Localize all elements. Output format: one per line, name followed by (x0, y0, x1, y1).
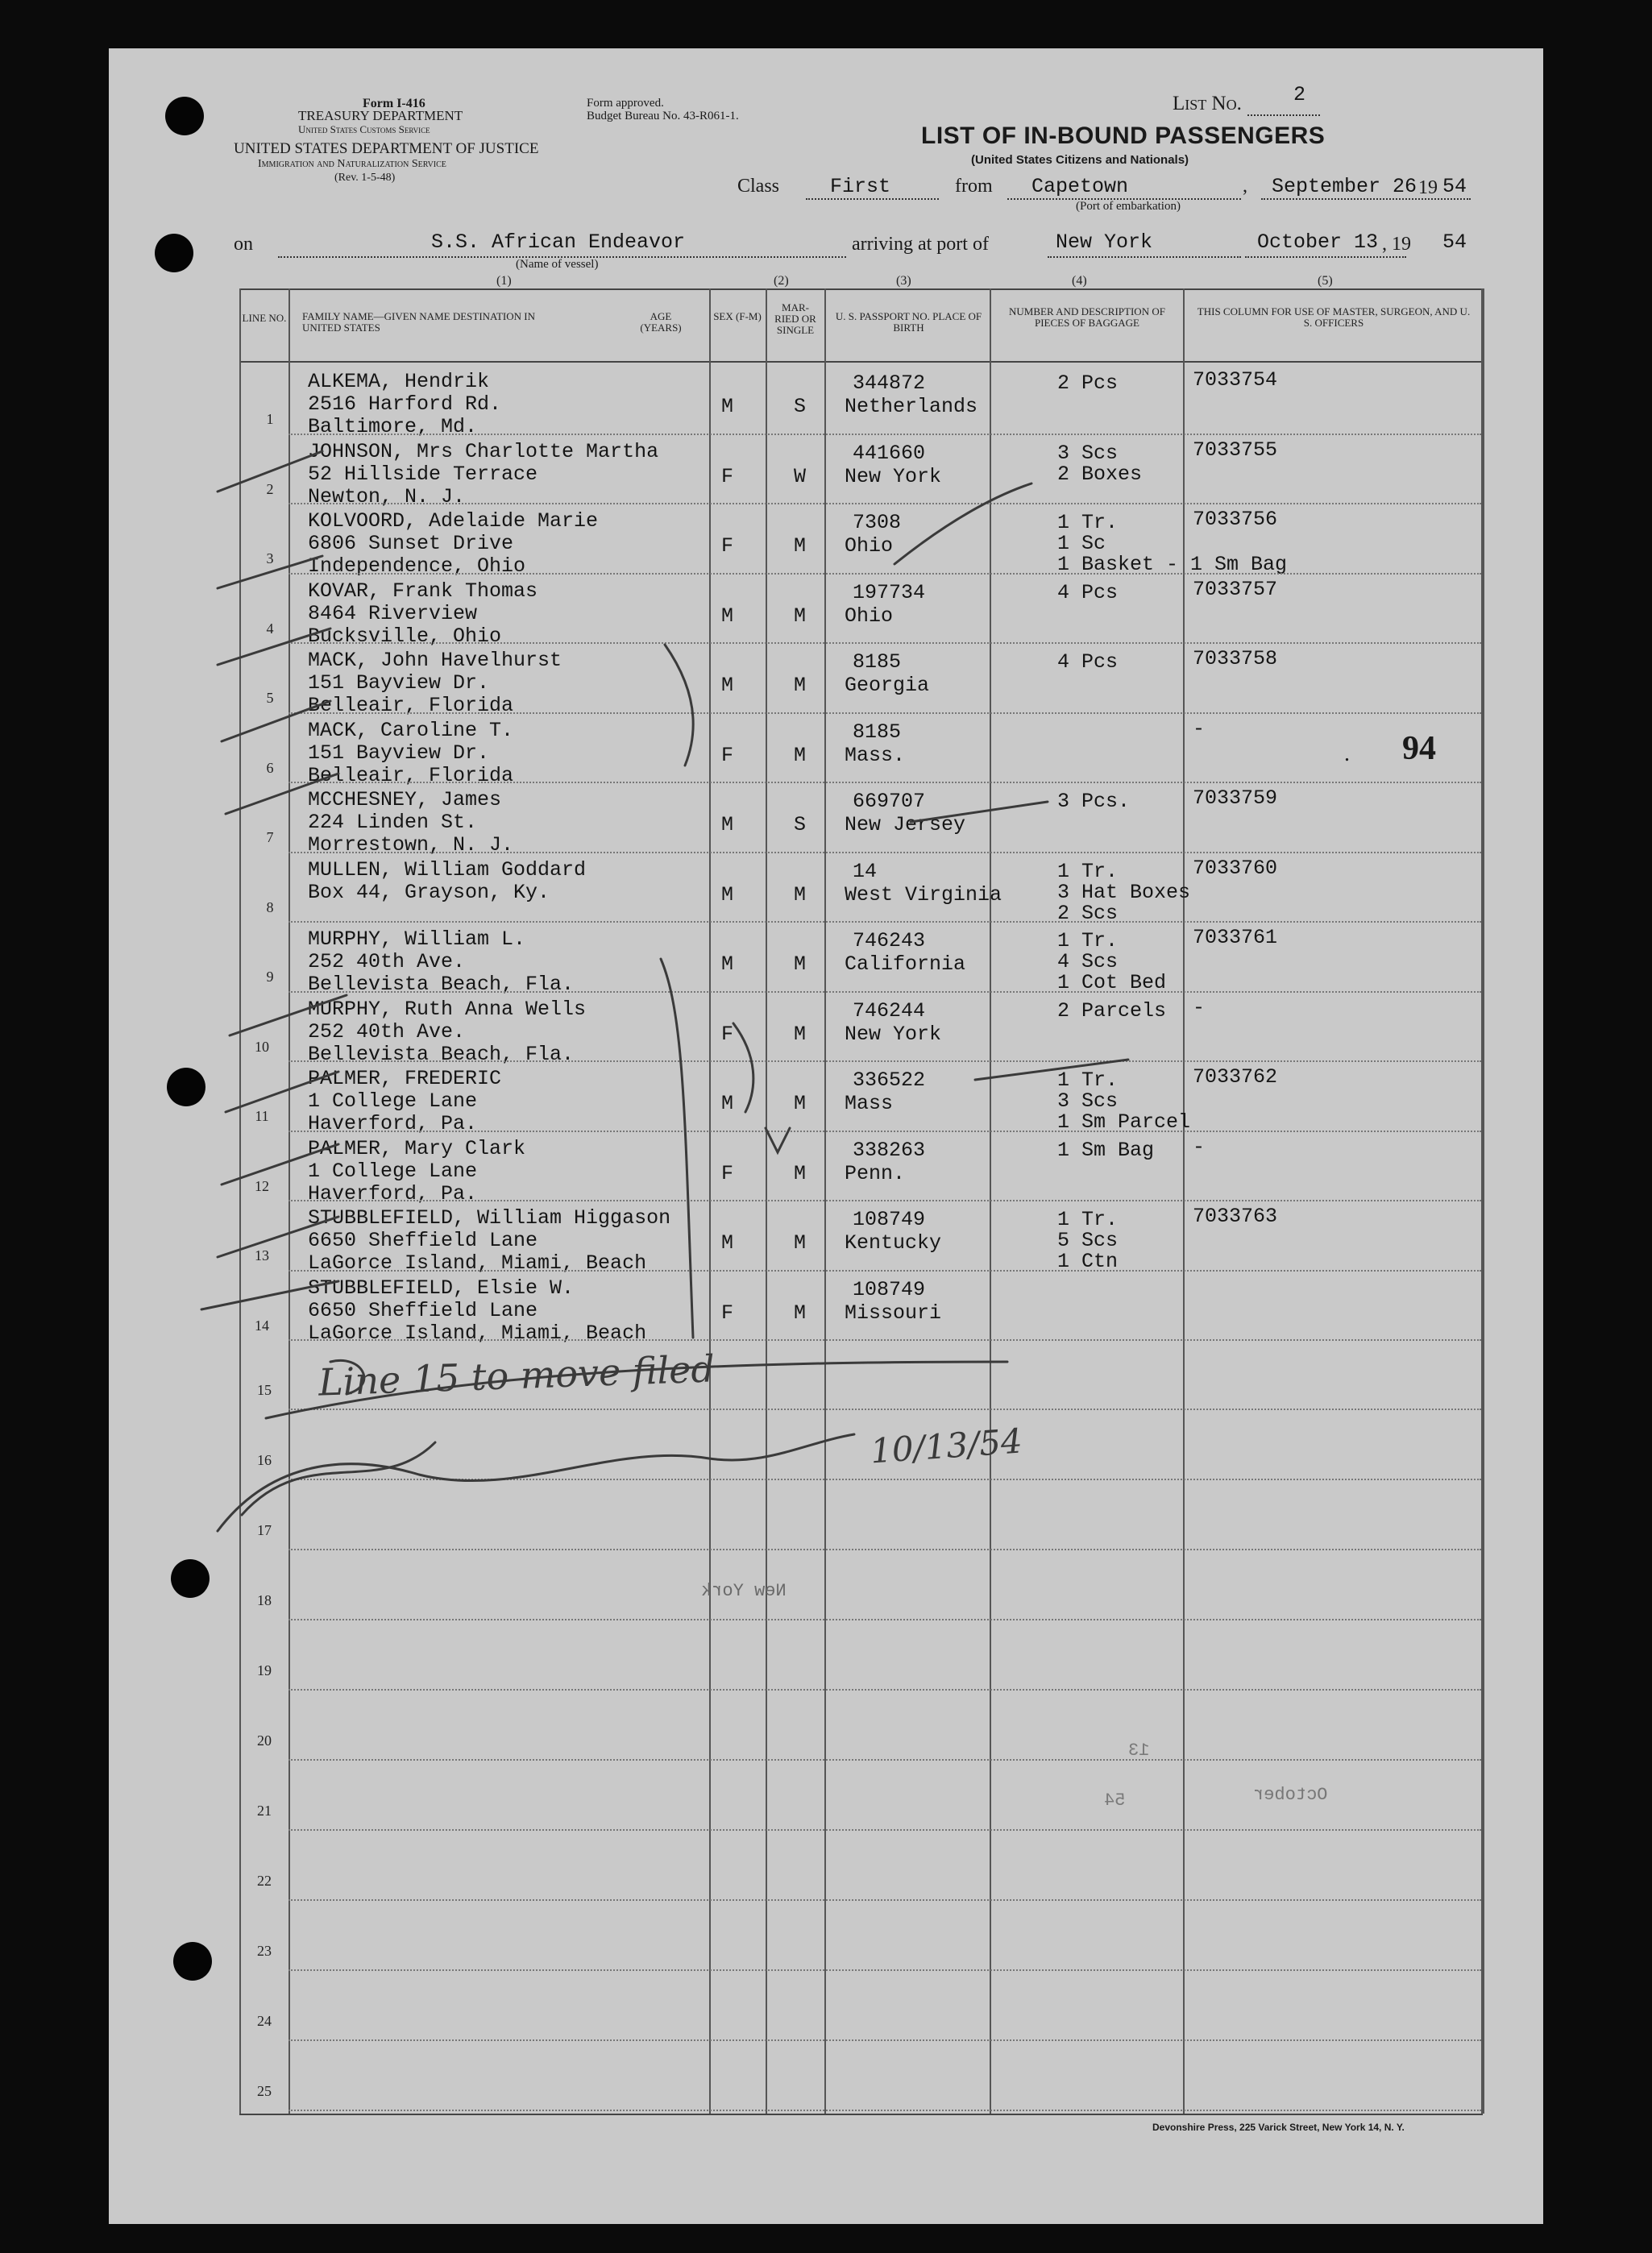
officer-number: - (1193, 1135, 1206, 1159)
line-number: 14 (255, 1317, 269, 1334)
officer-number: 7033759 (1193, 786, 1278, 810)
officer-number: 7033763 (1193, 1205, 1278, 1228)
passenger-name: KOVAR, Frank Thomas (308, 579, 538, 603)
passenger-name: PALMER, FREDERIC (308, 1067, 502, 1090)
line-number: 24 (257, 2013, 272, 2029)
passenger-address: 6650 Sheffield Lane (308, 1229, 538, 1252)
from-value: Capetown (1031, 175, 1129, 198)
handwritten-date: 10/13/54 (869, 1421, 1024, 1471)
class-value: First (830, 175, 891, 198)
departure-date: September 26 (1272, 175, 1417, 198)
baggage-3: 1 Cot Bed (1057, 971, 1167, 994)
passport-number: 8185 (853, 650, 902, 674)
bleed-text: October (1253, 1785, 1328, 1805)
officer-number: 7033758 (1193, 647, 1278, 670)
passenger-address: Box 44, Grayson, Ky. (308, 880, 550, 904)
col-num-3: (3) (896, 274, 911, 288)
arrival-date: October 13 (1257, 230, 1379, 254)
line-number: 19 (257, 1662, 272, 1678)
passenger-sex: M (721, 1231, 734, 1255)
passenger-city: Haverford, Pa. (308, 1181, 478, 1205)
passenger-city: Independence, Ohio (308, 554, 526, 578)
baggage-1: 1 Sm Bag (1057, 1138, 1155, 1162)
passenger-address: 6650 Sheffield Lane (308, 1298, 538, 1322)
passenger-address: 252 40th Ave. (308, 950, 466, 973)
baggage-3: 1 Ctn (1057, 1250, 1119, 1273)
baggage-3: 2 Scs (1057, 901, 1119, 925)
passenger-name: MACK, John Havelhurst (308, 649, 562, 672)
line-number: 2 (266, 480, 274, 497)
passenger-sex: F (721, 1301, 734, 1325)
birth-place: New Jersey (845, 813, 966, 836)
baggage-2: 3 Hat Boxes (1057, 880, 1191, 904)
passport-number: 108749 (853, 1208, 926, 1231)
birth-place: Missouri (845, 1301, 942, 1325)
form-title: LIST OF IN-BOUND PASSENGERS (921, 122, 1326, 149)
passenger-marital: M (794, 882, 807, 907)
treasury-dept: TREASURY DEPARTMENT (298, 108, 463, 123)
year-value: 54 (1442, 175, 1467, 198)
baggage-1: 1 Tr. (1057, 511, 1119, 534)
passenger-name: ALKEMA, Hendrik (308, 370, 490, 393)
passenger-sex: F (721, 1022, 734, 1046)
passenger-name: MURPHY, William L. (308, 927, 526, 951)
passenger-name: JOHNSON, Mrs Charlotte Martha (308, 439, 659, 463)
line-number: 1 (266, 411, 274, 427)
ins-service: Immigration and Naturalization Service (258, 158, 446, 170)
passenger-address: 151 Bayview Dr. (308, 741, 490, 765)
passport-number: 7308 (853, 511, 902, 534)
line-number: 8 (266, 898, 274, 915)
vessel-name: S.S. African Endeavor (431, 230, 686, 254)
baggage-2: 5 Scs (1057, 1229, 1119, 1252)
baggage-1: 1 Tr. (1057, 1208, 1119, 1231)
passport-number: 746243 (853, 929, 926, 952)
birth-place: Mass (845, 1092, 894, 1115)
on-label: on (234, 234, 253, 255)
passenger-marital: M (794, 604, 807, 628)
class-label: Class (737, 176, 780, 197)
line-number: 20 (257, 1732, 272, 1749)
col-num-4: (4) (1072, 274, 1087, 288)
officer-number: - (1193, 716, 1206, 741)
line-number: 11 (255, 1108, 269, 1124)
passenger-marital: M (794, 1301, 807, 1325)
passenger-marital: M (794, 1231, 807, 1255)
passenger-marital: M (794, 674, 807, 697)
officer-number: 7033754 (1193, 368, 1278, 392)
passenger-city: Belleair, Florida (308, 694, 514, 717)
passenger-marital: W (794, 464, 807, 488)
officer-number: 7033757 (1193, 577, 1278, 601)
passenger-name: STUBBLEFIELD, Elsie W. (308, 1276, 575, 1300)
line-number: 12 (255, 1177, 269, 1194)
baggage-2: 4 Scs (1057, 950, 1119, 973)
line-number: 25 (257, 2083, 272, 2099)
passenger-sex: M (721, 674, 734, 697)
baggage-2: 1 Sc (1057, 532, 1106, 555)
baggage-3: 1 Basket - 1 Sm Bag (1057, 553, 1288, 576)
passenger-sex: M (721, 395, 734, 418)
passenger-marital: M (794, 952, 807, 976)
header-married: MAR-RIED OR SINGLE (774, 301, 816, 336)
baggage-1: 4 Pcs (1057, 580, 1119, 604)
col-num-2: (2) (774, 274, 789, 288)
passport-number: 344872 (853, 371, 926, 395)
header-officers: THIS COLUMN FOR USE OF MASTER, SURGEON, AND U. S. OFFICERS (1197, 305, 1471, 329)
baggage-2: 2 Boxes (1057, 462, 1143, 486)
passenger-address: 2516 Harford Rd. (308, 392, 502, 416)
printer-imprint: Devonshire Press, 225 Varick Street, New York 14, N. Y. (1152, 2122, 1405, 2133)
col-num-5: (5) (1318, 274, 1333, 288)
baggage-1: 3 Scs (1057, 441, 1119, 465)
line-number: 22 (257, 1873, 272, 1889)
passenger-marital: M (794, 1161, 807, 1185)
passenger-sex: M (721, 882, 734, 907)
header-age: AGE (YEARS) (640, 310, 682, 334)
form-subtitle: (United States Citizens and Nationals) (971, 153, 1189, 167)
officer-number: 7033761 (1193, 926, 1278, 949)
passenger-address: 224 Linden St. (308, 811, 478, 834)
passenger-sex: M (721, 1092, 734, 1115)
revision: (Rev. 1-5-48) (334, 172, 396, 184)
line-number: 10 (255, 1038, 269, 1055)
passenger-marital: M (794, 1092, 807, 1115)
line-number: 4 (266, 620, 274, 637)
birth-place: Ohio (845, 534, 894, 558)
birth-place: New York (845, 464, 942, 488)
passenger-city: Baltimore, Md. (308, 415, 478, 438)
officer-number: 7033755 (1193, 438, 1278, 462)
line-number: 15 (257, 1382, 272, 1398)
passenger-marital: S (794, 395, 807, 418)
baggage-1: 1 Tr. (1057, 859, 1119, 883)
passport-number: 441660 (853, 441, 926, 465)
header-line-no: LINE NO. (242, 312, 287, 324)
passenger-name: MURPHY, Ruth Anna Wells (308, 997, 587, 1021)
passenger-marital: M (794, 743, 807, 767)
passenger-marital: M (794, 534, 807, 558)
form-approved: Form approved. (587, 97, 664, 110)
passenger-city: Bellevista Beach, Fla. (308, 1042, 575, 1066)
passenger-address: 1 College Lane (308, 1159, 478, 1183)
birth-place: Ohio (845, 604, 894, 628)
line-number: 3 (266, 550, 274, 566)
year-prefix: 19 (1418, 177, 1438, 198)
passenger-sex: M (721, 604, 734, 628)
passport-number: 746244 (853, 998, 926, 1023)
bleed-text: 13 (1128, 1741, 1150, 1761)
line-number: 7 (266, 829, 274, 845)
passenger-address: 52 Hillside Terrace (308, 462, 538, 486)
passport-number: 669707 (853, 790, 926, 813)
from-label: from (955, 176, 993, 197)
line-number: 16 (257, 1452, 272, 1468)
line-number: 9 (266, 969, 274, 985)
arrival-year-prefix: , 19 (1382, 234, 1411, 255)
passport-number: 336522 (853, 1068, 926, 1092)
birth-place: California (845, 952, 966, 976)
passenger-address: 8464 Riverview (308, 601, 478, 625)
passenger-city: Haverford, Pa. (308, 1112, 478, 1135)
passenger-city: Morrestown, N. J. (308, 833, 514, 857)
passenger-sex: F (721, 743, 734, 767)
header-baggage: NUMBER AND DESCRIPTION OF PIECES OF BAGGAGE (1009, 305, 1165, 329)
header-passport: U. S. PASSPORT NO. PLACE OF BIRTH (835, 310, 982, 334)
passenger-sex: F (721, 1161, 734, 1185)
justice-dept: UNITED STATES DEPARTMENT OF JUSTICE (234, 140, 539, 157)
passport-number: 197734 (853, 580, 926, 604)
baggage-1: 4 Pcs (1057, 650, 1119, 674)
passenger-sex: F (721, 534, 734, 558)
passenger-city: Bucksville, Ohio (308, 624, 502, 648)
baggage-1: 2 Parcels (1057, 998, 1167, 1023)
passenger-address: 252 40th Ave. (308, 1019, 466, 1044)
line-number: 6 (266, 759, 274, 776)
officer-number: 7033760 (1193, 856, 1278, 880)
passenger-sex: F (721, 464, 734, 488)
arriving-label: arriving at port of (852, 234, 989, 255)
line-number: 17 (257, 1522, 272, 1538)
arrival-port: New York (1056, 230, 1153, 254)
page-number: 94 (1402, 730, 1436, 767)
baggage-1: 1 Tr. (1057, 929, 1119, 952)
col-num-1: (1) (496, 274, 512, 288)
passenger-address: 151 Bayview Dr. (308, 671, 490, 695)
arrival-year: 54 (1442, 230, 1467, 254)
bleed-text: New York (701, 1581, 787, 1601)
customs-service: United States Customs Service (298, 123, 430, 135)
baggage-1: 1 Tr. (1057, 1068, 1119, 1092)
baggage-2: 3 Scs (1057, 1089, 1119, 1113)
passport-number: 8185 (853, 720, 902, 744)
budget-bureau: Budget Bureau No. 43-R061-1. (587, 110, 739, 122)
passenger-city: LaGorce Island, Miami, Beach (308, 1321, 647, 1345)
bleed-text: 54 (1104, 1790, 1126, 1811)
handwritten-note: Line 15 to move filed (318, 1346, 716, 1404)
birth-place: Netherlands (845, 395, 978, 418)
birth-place: West Virginia (845, 882, 1002, 907)
birth-place: Penn. (845, 1161, 906, 1185)
header-name: FAMILY NAME—GIVEN NAME DESTINATION IN UNITED STATES (302, 310, 536, 334)
line-number: 18 (257, 1592, 272, 1608)
passenger-sex: M (721, 813, 734, 836)
header-sex: SEX (F-M) (713, 310, 762, 322)
birth-place: Mass. (845, 743, 906, 767)
passenger-city: LaGorce Island, Miami, Beach (308, 1251, 647, 1275)
baggage-3: 1 Sm Parcel (1057, 1110, 1191, 1134)
embark-note: (Port of embarkation) (1076, 200, 1181, 213)
passenger-name: MACK, Caroline T. (308, 718, 514, 742)
passport-number: 338263 (853, 1138, 926, 1162)
passenger-address: 6806 Sunset Drive (308, 532, 514, 555)
birth-place: New York (845, 1022, 942, 1046)
line-number: 21 (257, 1803, 272, 1819)
passenger-city: Bellevista Beach, Fla. (308, 973, 575, 996)
passenger-name: STUBBLEFIELD, William Higgason (308, 1206, 671, 1230)
baggage-1: 3 Pcs. (1057, 790, 1131, 813)
passenger-marital: S (794, 813, 807, 836)
passenger-name: MCCHESNEY, James (308, 788, 502, 811)
passenger-city: Newton, N. J. (308, 484, 466, 508)
birth-place: Georgia (845, 674, 930, 697)
passport-number: 108749 (853, 1277, 926, 1301)
passenger-name: PALMER, Mary Clark (308, 1136, 526, 1160)
passenger-city: Belleair, Florida (308, 763, 514, 787)
passenger-name: KOLVOORD, Adelaide Marie (308, 509, 599, 533)
passenger-sex: M (721, 952, 734, 976)
birth-place: Kentucky (845, 1231, 942, 1255)
list-number: 2 (1293, 83, 1306, 106)
line-number: 5 (266, 690, 274, 706)
passport-number: 14 (853, 859, 878, 883)
baggage-1: 2 Pcs (1057, 371, 1119, 395)
vessel-note: (Name of vessel) (516, 258, 599, 271)
officer-number: 7033762 (1193, 1065, 1278, 1089)
list-no-label: List No. (1173, 93, 1242, 114)
officer-number: - (1193, 995, 1206, 1019)
line-number: 13 (255, 1247, 269, 1263)
line-number: 23 (257, 1943, 272, 1959)
passenger-name: MULLEN, William Goddard (308, 857, 587, 882)
officer-number: 7033756 (1193, 508, 1278, 531)
form-number: Form I-416 (363, 97, 425, 110)
passenger-marital: M (794, 1022, 807, 1046)
passenger-address: 1 College Lane (308, 1089, 478, 1113)
